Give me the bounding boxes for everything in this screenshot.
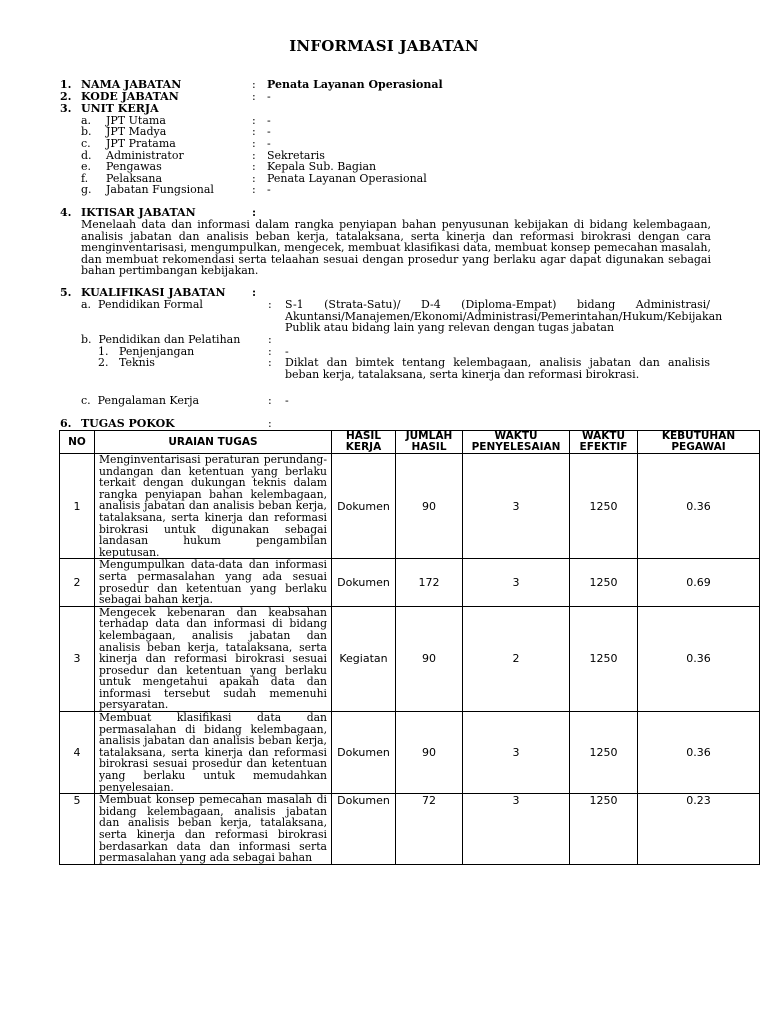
item-letter: c. xyxy=(81,137,91,150)
item-label: Pengawas xyxy=(106,160,162,173)
cell-kebutuhan-pegawai: 0.36 xyxy=(638,454,760,559)
header-hasil-kerja: HASIL KERJA xyxy=(332,431,396,454)
item-label: Jabatan Fungsional xyxy=(106,183,214,196)
pengalaman-kerja-label: c. Pengalaman Kerja xyxy=(81,394,200,407)
colon: : xyxy=(268,356,272,369)
cell-no: 2 xyxy=(60,559,95,606)
section-number: 5. xyxy=(60,286,72,299)
colon: : xyxy=(268,298,272,311)
cell-uraian: Mengecek kebenaran dan keabsahan terhadap data dan informasi di bidang kelembagaan, analisis jabatan dan analisis beban kerja, tatalaksana, serta kinerja dan reformasi birokrasi sesuai prosedur dan ketentuan yang berlaku untuk mengetahui apakah data dan informasi tersebut sudah memenuhi persyaratan. xyxy=(95,606,332,711)
table-row xyxy=(60,712,760,794)
table-row xyxy=(60,559,760,606)
header-waktu-efektif: WAKTU EFEKTIF xyxy=(570,431,638,454)
cell-waktu-efektif: 1250 xyxy=(570,454,638,559)
section-value: - xyxy=(267,90,271,103)
colon: : xyxy=(268,345,272,358)
cell-jumlah-hasil: 172 xyxy=(396,559,463,606)
header-waktu-penyelesaian: WAKTU PENYELESAIAN xyxy=(463,431,570,454)
section-number: 6. xyxy=(60,417,72,430)
item-label: JPT Pratama xyxy=(106,137,176,150)
section-number: 3. xyxy=(60,102,72,115)
pendidikan-formal-value: S-1 (Strata-Satu)/ D-4 (Diploma-Empat) bidang Administrasi/ Akuntansi/Manajemen/Ekonomi/Administrasi/Pemerintahan/Hukum/Kebijakan Publik atau bidang lain yang relevan dengan tugas jabatan xyxy=(285,298,723,335)
cell-hasil-kerja: Kegiatan xyxy=(332,606,396,711)
cell-waktu-efektif: 1250 xyxy=(570,794,638,865)
colon: : xyxy=(252,160,256,173)
header-kebutuhan-pegawai: KEBUTUHAN PEGAWAI xyxy=(638,431,760,454)
cell-no: 5 xyxy=(60,794,95,865)
item-label: Administrator xyxy=(106,149,184,162)
cell-jumlah-hasil: 90 xyxy=(396,606,463,711)
item-value: Kepala Sub. Bagian xyxy=(267,160,377,173)
document-title: INFORMASI JABATAN xyxy=(289,37,479,55)
cell-uraian: Menginventarisasi peraturan perundang-undangan dan ketentuan yang berlaku terkait dengan dukungan teknis dalam rangka penyiapan bahan kelembagaan, analisis jabatan dan analisis beban kerja, tatalaksana, serta kinerja dan reformasi birokrasi untuk digunakan sebagai landasan hukum pengambilan keputusan. xyxy=(95,454,332,559)
item-letter: a. xyxy=(81,114,92,127)
item-value: - xyxy=(267,137,271,150)
item-letter: f. xyxy=(81,172,89,185)
pengalaman-kerja-value: - xyxy=(285,394,289,407)
cell-waktu-efektif: 1250 xyxy=(570,712,638,794)
colon: : xyxy=(252,286,257,299)
header-no: NO xyxy=(60,431,95,454)
section-label: TUGAS POKOK xyxy=(81,417,175,430)
item-value: - xyxy=(267,114,271,127)
colon: : xyxy=(252,206,257,219)
table-row xyxy=(60,606,760,711)
tugas-pokok-table xyxy=(59,430,760,865)
colon: : xyxy=(268,394,272,407)
cell-jumlah-hasil: 90 xyxy=(396,712,463,794)
cell-no: 4 xyxy=(60,712,95,794)
colon: : xyxy=(252,78,256,91)
cell-hasil-kerja: Dokumen xyxy=(332,559,396,606)
cell-jumlah-hasil: 90 xyxy=(396,454,463,559)
pendidikan-formal-label: a. Pendidikan Formal xyxy=(81,298,203,311)
cell-waktu-efektif: 1250 xyxy=(570,606,638,711)
cell-waktu-penyelesaian: 3 xyxy=(463,454,570,559)
section-number: 2. xyxy=(60,90,72,103)
colon: : xyxy=(252,149,256,162)
colon: : xyxy=(252,125,256,138)
cell-kebutuhan-pegawai: 0.36 xyxy=(638,606,760,711)
item-letter: b. xyxy=(81,125,92,138)
iktisar-text: Menelaah data dan informasi dalam rangka penyiapan bahan penyusunan kebijakan di bidang kelembagaan, analisis jabatan dan analisis beban kerja, tatalaksana, serta kinerja dan reformasi birokrasi dengan cara menginventarisasi, mengumpulkan, mengecek, membuat klasifikasi data, membuat konsep pemecahan masalah, dan membuat rekomendasi serta telaahan sesuai dengan prosedur yang berlaku agar dapat digunakan sebagai bahan pertimbangan kebijakan. xyxy=(81,218,712,278)
penjenjangan-value: - xyxy=(285,345,289,358)
cell-waktu-penyelesaian: 3 xyxy=(463,794,570,865)
header-jumlah-hasil: JUMLAH HASIL xyxy=(396,431,463,454)
item-value: Sekretaris xyxy=(267,149,325,162)
cell-waktu-penyelesaian: 2 xyxy=(463,606,570,711)
item-value: - xyxy=(267,183,271,196)
cell-waktu-penyelesaian: 3 xyxy=(463,712,570,794)
item-label: JPT Utama xyxy=(106,114,166,127)
colon: : xyxy=(252,90,256,103)
pendidikan-pelatihan-label: b. Pendidikan dan Pelatihan xyxy=(81,333,241,346)
section-label: KUALIFIKASI JABATAN xyxy=(81,286,226,299)
section-number: 4. xyxy=(60,206,72,219)
section-label: NAMA JABATAN xyxy=(81,78,182,91)
table-row xyxy=(60,454,760,559)
cell-waktu-penyelesaian: 3 xyxy=(463,559,570,606)
colon: : xyxy=(268,417,272,430)
item-letter: e. xyxy=(81,160,92,173)
table-row xyxy=(60,794,760,865)
cell-no: 1 xyxy=(60,454,95,559)
section-label: IKTISAR JABATAN xyxy=(81,206,196,219)
item-label: Pelaksana xyxy=(106,172,163,185)
item-value: Penata Layanan Operasional xyxy=(267,172,427,185)
item-letter: d. xyxy=(81,149,92,162)
cell-uraian: Membuat klasifikasi data dan permasalahan di bidang kelembagaan, analisis jabatan dan analisis beban kerja, tatalaksana, serta kinerja dan reformasi birokrasi sesuai prosedur dan ketentuan yang berlaku untuk memudahkan penyelesaian. xyxy=(95,712,332,794)
cell-waktu-efektif: 1250 xyxy=(570,559,638,606)
colon: : xyxy=(252,183,256,196)
penjenjangan-label: Penjenjangan xyxy=(119,345,195,358)
cell-uraian: Membuat konsep pemecahan masalah di bidang kelembagaan, analisis jabatan dan analisis beban kerja, tatalaksana, serta kinerja dan reformasi birokrasi berdasarkan data dan informasi serta permasalahan yang ada sebagai bahan xyxy=(95,794,332,865)
cell-no: 3 xyxy=(60,606,95,711)
cell-kebutuhan-pegawai: 0.69 xyxy=(638,559,760,606)
item-label: JPT Madya xyxy=(106,125,167,138)
item-number: 1. xyxy=(98,345,109,358)
section-number: 1. xyxy=(60,78,72,91)
cell-jumlah-hasil: 72 xyxy=(396,794,463,865)
cell-uraian: Mengumpulkan data-data dan informasi serta permasalahan yang ada sesuai prosedur dan ketentuan yang berlaku sebagai bahan kerja. xyxy=(95,559,332,606)
item-letter: g. xyxy=(81,183,92,196)
section-value: Penata Layanan Operasional xyxy=(267,78,443,91)
colon: : xyxy=(252,172,256,185)
colon: : xyxy=(252,137,256,150)
teknis-label: Teknis xyxy=(119,356,155,369)
cell-hasil-kerja: Dokumen xyxy=(332,454,396,559)
section-label: UNIT KERJA xyxy=(81,102,159,115)
cell-kebutuhan-pegawai: 0.23 xyxy=(638,794,760,865)
colon: : xyxy=(252,114,256,127)
item-number: 2. xyxy=(98,356,109,369)
cell-kebutuhan-pegawai: 0.36 xyxy=(638,712,760,794)
header-uraian-tugas: URAIAN TUGAS xyxy=(95,431,332,454)
colon: : xyxy=(268,333,272,346)
item-value: - xyxy=(267,125,271,138)
teknis-value: Diklat dan bimtek tentang kelembagaan, analisis jabatan dan analisis beban kerja, tatalaksana, serta kinerja dan reformasi birokrasi. xyxy=(285,356,710,381)
section-label: KODE JABATAN xyxy=(81,90,179,103)
table-header-row xyxy=(60,431,760,454)
cell-hasil-kerja: Dokumen xyxy=(332,712,396,794)
cell-hasil-kerja: Dokumen xyxy=(332,794,396,865)
